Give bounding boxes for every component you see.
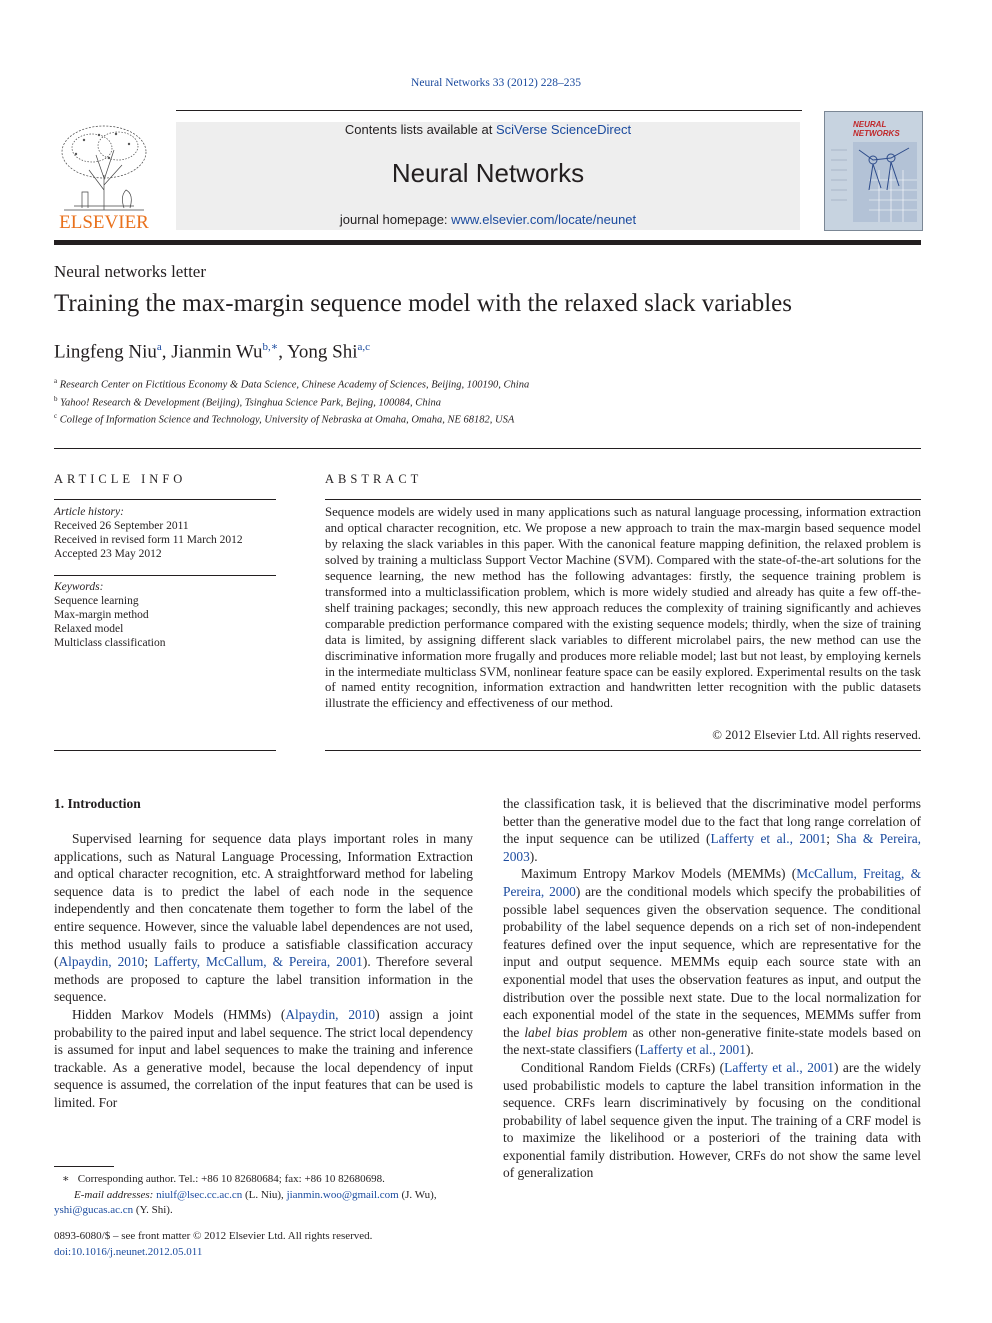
citation-link[interactable]: Alpaydin, 2010 (58, 954, 145, 970)
sciencedirect-link[interactable]: SciVerse ScienceDirect (495, 122, 632, 137)
affiliation (54, 412, 514, 426)
author-affil-sup[interactable]: b,∗ (262, 341, 279, 353)
author-name: Jianmin Wu (171, 341, 263, 363)
header-top-rule (176, 110, 802, 111)
keywords-rule (54, 575, 276, 576)
author-affil-sup[interactable]: a (156, 341, 162, 353)
abstract-rule (325, 499, 921, 500)
article-info-heading: ARTICLE INFO (54, 472, 187, 486)
article-info-bottom-rule (54, 750, 276, 751)
footnote-text: Corresponding author. Tel.: +86 10 82680684; fax: +86 10 82680698. (77, 1173, 385, 1185)
text-run: ; (144, 954, 155, 970)
doi-link[interactable]: doi:10.1016/j.neunet.2012.05.011 (54, 1245, 203, 1258)
section-title-introduction: 1. Introduction (54, 796, 141, 811)
keyword: Max-margin method (54, 609, 149, 621)
keyword: Multiclass classification (54, 637, 166, 649)
affiliation-text: College of Information Science and Technology, University of Nebraska at Omaha, Omaha, NE 68182, USA (59, 414, 515, 426)
intro-column-left (54, 830, 473, 1112)
email-label: E-mail addresses: (74, 1188, 154, 1201)
footnote-marker: ∗ (62, 1173, 70, 1185)
text-run: Conditional Random Fields (CRFs) ( (521, 1059, 725, 1075)
email-addresses (54, 1188, 474, 1204)
citation-link[interactable]: Lafferty et al., 2001 (724, 1059, 834, 1075)
author-list (54, 340, 370, 363)
email-owner: (Y. Shi). (133, 1204, 173, 1216)
affiliation (54, 377, 529, 391)
paragraph (503, 865, 921, 1059)
footnote (54, 1172, 474, 1219)
journal-name: Neural Networks (391, 158, 585, 188)
email-addresses-cont (54, 1203, 474, 1219)
citation-link[interactable]: Sha & Pereira, 2003 (503, 831, 922, 864)
affiliation-text: Research Center on Fictitious Economy & Data Science, Chinese Academy of Sciences, Beijing, 100190, China (59, 379, 530, 391)
paragraph (54, 1006, 473, 1112)
issn-line: 0893-6080/$ – see front matter © 2012 Elsevier Ltd. All rights reserved. (54, 1230, 373, 1242)
text-run: ) assign a joint probability to the paired input and label sequence. The strict local dependency is assumed for input and label sequences to make the training and inference trackable. As a generative model, because the local dependency of input sequence is assumed, the correlation of the input features that can be used is limited. For (54, 1006, 473, 1110)
paragraph (503, 795, 921, 865)
keyword: Sequence learning (54, 595, 139, 607)
front-matter-info (54, 1229, 474, 1260)
elsevier-logo (54, 120, 154, 236)
email-owner: (J. Wu), (398, 1188, 437, 1201)
email-link[interactable]: jianmin.woo@gmail.com (286, 1188, 399, 1201)
homepage-link[interactable]: www.elsevier.com/locate/neunet (451, 212, 637, 227)
history-revised: Received in revised form 11 March 2012 (54, 534, 243, 546)
text-run: Hidden Markov Models (HMMs) ( (72, 1006, 286, 1022)
abstract-text: Sequence models are widely used in many applications such as natural language processing, information extraction and optical character recognition, etc. We propose a new approach to train the max-margin based sequence model by relaxing the slack variables in this paper. With the canonical feature mapping definition, the relaxed problem is solved by training a multiclass Support Vector Machine (SVM). Compared with the state-of-the-art solutions for the sequence learning, the new method has the following advantages: firstly, the sequence training problem is transformed into a multiclassification problem, which is more widely studied and already has quite a few off-the-shelf training packages; secondly, this new approach reduces the complexity of training significantly and achieves comparable prediction performance compared with the existing sequence models; thirdly, when the size of training data is limited, by assigning different slack variables to different microlabel pairs, the new method can use the discriminative information more frugally and produces more reliable model; last but not least, by employing kernels in the intermediate multiclass SVM, nonlinear feature space can be easily explored. Experimental results on the task of named entity recognition, information extraction and handwritten letter recognition with the public datasets illustrate the efficiency and effectiveness of our method. (325, 505, 921, 711)
history-accepted: Accepted 23 May 2012 (54, 548, 162, 560)
text-run: ) are the conditional models which specify the probabilities of possible label sequences given the observation sequence. The conditional probability of the label sequence depends on a rich set of non-independent features defined over the input sequence, which are representative for the input and output sequence. MEMMs equip each source state with an exponential model that uses the observation features as input, and output the distribution over the possible next state. Due to the local normalization for each exponential model of the state in the sequences, MEMMs suffer from the (503, 883, 921, 1040)
cover-title: NEURAL NETWORKS (853, 120, 900, 138)
elsevier-wordmark: ELSEVIER (59, 212, 149, 233)
homepage-prefix: journal homepage: (339, 212, 452, 227)
cover-graphic-icon (829, 140, 919, 226)
contents-prefix: Contents lists available at (344, 122, 496, 137)
contents-availability (176, 122, 800, 138)
author-separator: , (278, 341, 288, 363)
journal-banner (176, 122, 800, 230)
text-run: ). Therefore several methods are proposed to capture the label transition information in the sequence. (54, 954, 473, 1005)
paragraph (503, 1059, 921, 1182)
article-info-rule (54, 499, 276, 500)
footnote-rule (54, 1166, 114, 1167)
intro-column-right (503, 795, 921, 1182)
keyword: Relaxed model (54, 623, 124, 635)
text-run: ). (529, 848, 538, 864)
header-thick-rule (54, 240, 921, 245)
corresponding-author-note (54, 1172, 474, 1188)
history-received: Received 26 September 2011 (54, 520, 189, 532)
affiliation-sup: a (54, 377, 58, 385)
affiliation-sup: c (54, 412, 58, 420)
email-owner: (L. Niu), (242, 1188, 287, 1201)
author-name: Lingfeng Niu (54, 341, 157, 363)
affiliation-text: Yahoo! Research & Development (Beijing), Tsinghua Science Park, Bejing, 100084, China (60, 397, 441, 409)
abstract-bottom-rule (325, 750, 921, 751)
article-type: Neural networks letter (54, 262, 206, 281)
text-run: Maximum Entropy Markov Models (MEMMs) ( (521, 866, 797, 882)
text-run: Supervised learning for sequence data plays important roles in many applications, such as Natural Language Processing, Information Extraction and optical character recognition, etc. A straightforward method for labeling sequence data is to predict the label of each node in the sequence independently and then concatenate them together to form the label of the entire sequence. However, since the valuable label dependences are not used, this method usually fails to produce a satisfiable classification accuracy ( (54, 831, 473, 970)
email-link[interactable]: niulf@lsec.cc.ac.cn (156, 1188, 243, 1201)
keywords-label: Keywords: (54, 581, 104, 593)
paragraph (54, 830, 473, 1006)
affiliation-sup: b (54, 395, 58, 403)
author-separator: , (161, 341, 172, 363)
history-label: Article history: (54, 506, 124, 518)
citation-link[interactable]: McCallum, Freitag, & Pereira, 2000 (503, 866, 922, 899)
article-history (54, 505, 276, 561)
citation-link[interactable]: Lafferty et al., 2001 (710, 831, 827, 847)
journal-reference[interactable]: Neural Networks 33 (2012) 228–235 (411, 77, 581, 89)
journal-homepage (176, 212, 800, 227)
article-title: Training the max-margin sequence model with the relaxed slack variables (54, 290, 792, 317)
text-run: ; (826, 831, 837, 847)
citation-link[interactable]: Lafferty, McCallum, & Pereira, 2001 (154, 954, 363, 970)
citation-link[interactable]: Lafferty et al., 2001 (639, 1042, 746, 1058)
author-affil-sup[interactable]: a,c (357, 341, 371, 353)
text-run: as other non-generative finite-state models based on the next-state classifiers ( (503, 1024, 921, 1058)
abstract-copyright: © 2012 Elsevier Ltd. All rights reserved. (712, 728, 921, 742)
front-matter-rule (54, 448, 921, 449)
abstract-heading: ABSTRACT (325, 472, 423, 486)
email-link[interactable]: yshi@gucas.ac.cn (54, 1204, 134, 1216)
text-run: the classification task, it is believed that the discriminative model performs better than the generative model due to the fact that long range correlation of the input sequence can be utilized ( (503, 796, 921, 847)
journal-cover-thumbnail[interactable] (824, 111, 923, 231)
author-name: Yong Shi (287, 341, 358, 363)
text-run: ) are the widely used probabilistic models to capture the label transition information in the sequence. CRFs learn discriminatively by focusing on the conditional probability of label sequence given the input. The training of a CRF model is to maximize the likelihood or a posteriori of the training data with exponential family distribution. However, CRFs do not show the same level of generalization (503, 1059, 922, 1181)
affiliation (54, 395, 441, 409)
emphasis-text: label bias problem (524, 1024, 628, 1040)
text-run: ). (745, 1042, 754, 1058)
keywords-block (54, 580, 276, 650)
citation-link[interactable]: Alpaydin, 2010 (285, 1006, 376, 1022)
